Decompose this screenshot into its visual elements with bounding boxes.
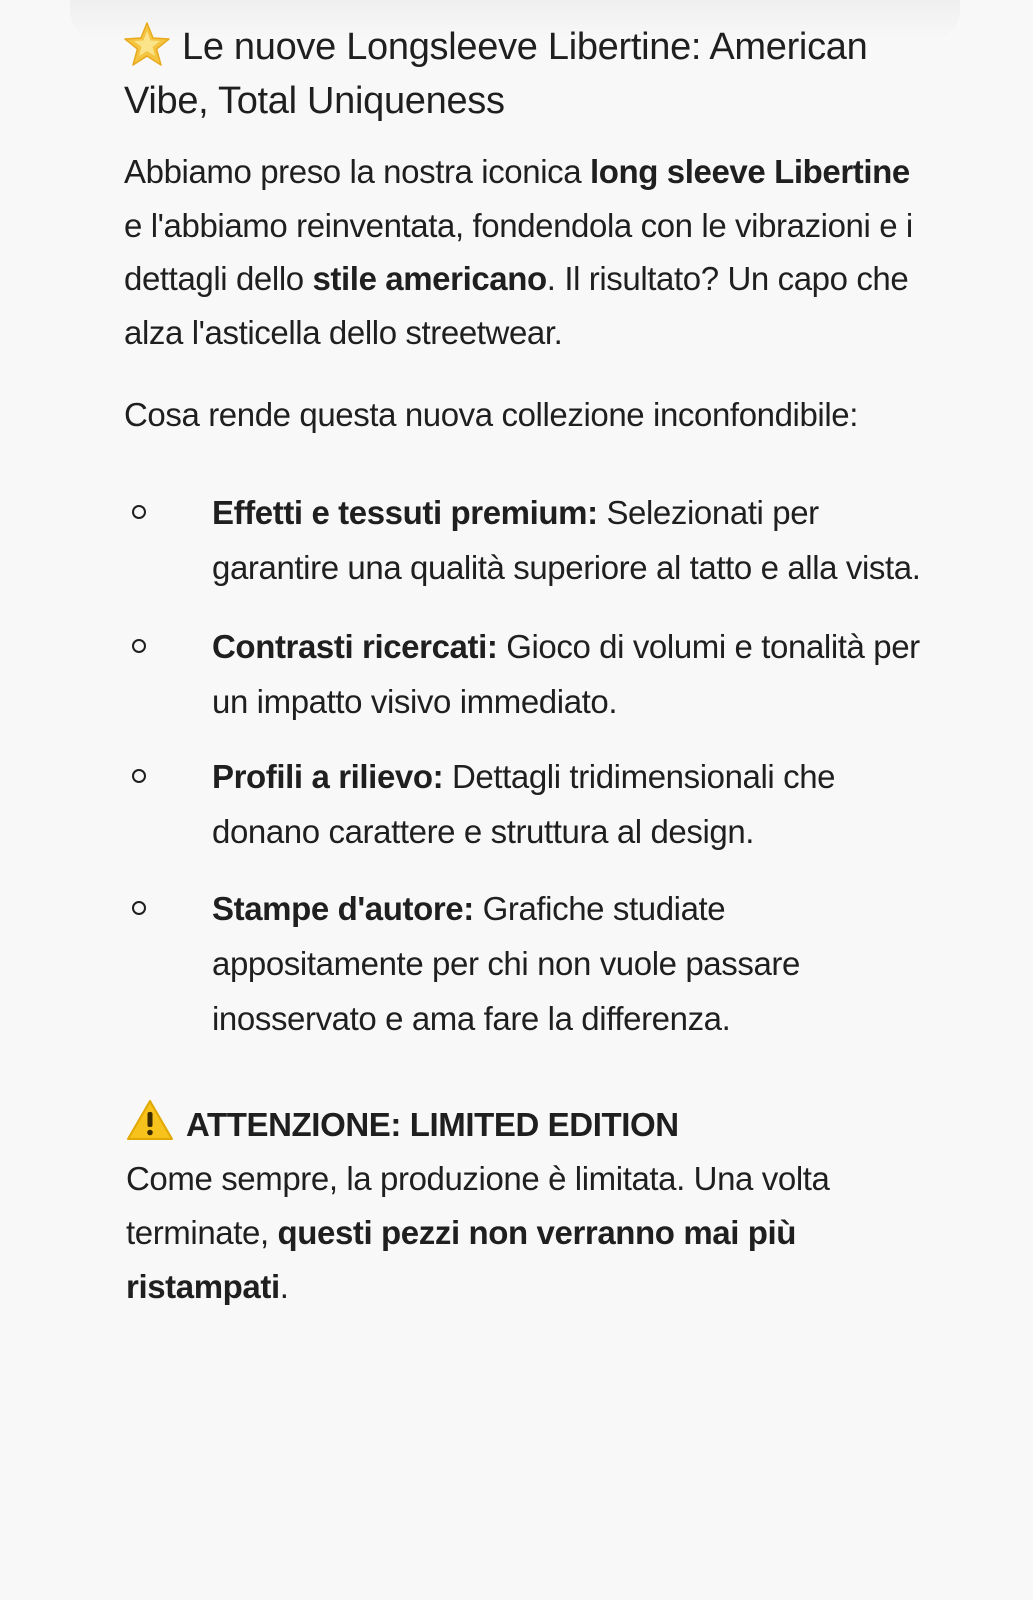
hollow-circle-bullet-icon <box>132 505 146 519</box>
warning-sign-icon <box>126 1098 174 1142</box>
feature-text: Gioco di volumi e tonalità per un impatto visivo immediato. <box>212 627 920 720</box>
feature-text: Dettagli tridimensionali che donano carattere e struttura al design. <box>212 757 836 850</box>
warning-text-1: Come sempre, la produzione è limitata. Una volta terminate, <box>126 1159 830 1251</box>
intro-bold-2: stile americano <box>312 260 547 297</box>
feature-title: Contrasti ricercati: <box>212 627 498 665</box>
post-title <box>124 20 924 128</box>
feature-title: Effetti e tessuti premium: <box>212 493 598 531</box>
warning-heading <box>126 1098 924 1152</box>
hollow-circle-bullet-icon <box>132 901 146 915</box>
feature-text: Grafiche studiate appositamente per chi non vuole passare inosservato e ama fare la differenza. <box>212 889 800 1037</box>
intro-text-2: e l'abbiamo reinventata, fondendola con le vibrazioni e i dettagli dello <box>124 206 913 297</box>
intro-paragraph <box>124 145 924 359</box>
list-item <box>124 619 924 729</box>
hollow-circle-bullet-icon <box>132 769 146 783</box>
list-item <box>124 485 924 595</box>
post-title-text: Le nuove Longsleeve Libertine: American Vibe, Total Uniqueness <box>124 26 868 122</box>
list-item <box>124 881 924 1046</box>
feature-text: Selezionati per garantire una qualità superiore al tatto e alla vista. <box>212 493 921 586</box>
list-item <box>124 749 924 859</box>
warning-bold: questi pezzi non verranno mai più ristampati <box>126 1213 797 1305</box>
feature-title: Stampe d'autore: <box>212 889 474 927</box>
warning-body <box>126 1152 924 1314</box>
intro-bold-1: long sleeve Libertine <box>589 153 910 190</box>
lead-in-paragraph: Cosa rende questa nuova collezione inconfondibile: <box>124 396 859 433</box>
limited-edition-notice <box>126 1098 924 1314</box>
glowing-star-icon <box>124 21 170 67</box>
post-content <box>124 20 924 1314</box>
feature-title: Profili a rilievo: <box>212 757 444 795</box>
hollow-circle-bullet-icon <box>132 639 146 653</box>
feature-list <box>124 485 924 1046</box>
intro-text-1: Abbiamo preso la nostra iconica <box>124 153 590 190</box>
warning-heading-text: ATTENZIONE: LIMITED EDITION <box>186 1105 679 1143</box>
intro-text-3: . Il risultato? Un capo che alza l'asticella dello streetwear. <box>124 260 909 351</box>
warning-text-2: . <box>279 1267 289 1305</box>
